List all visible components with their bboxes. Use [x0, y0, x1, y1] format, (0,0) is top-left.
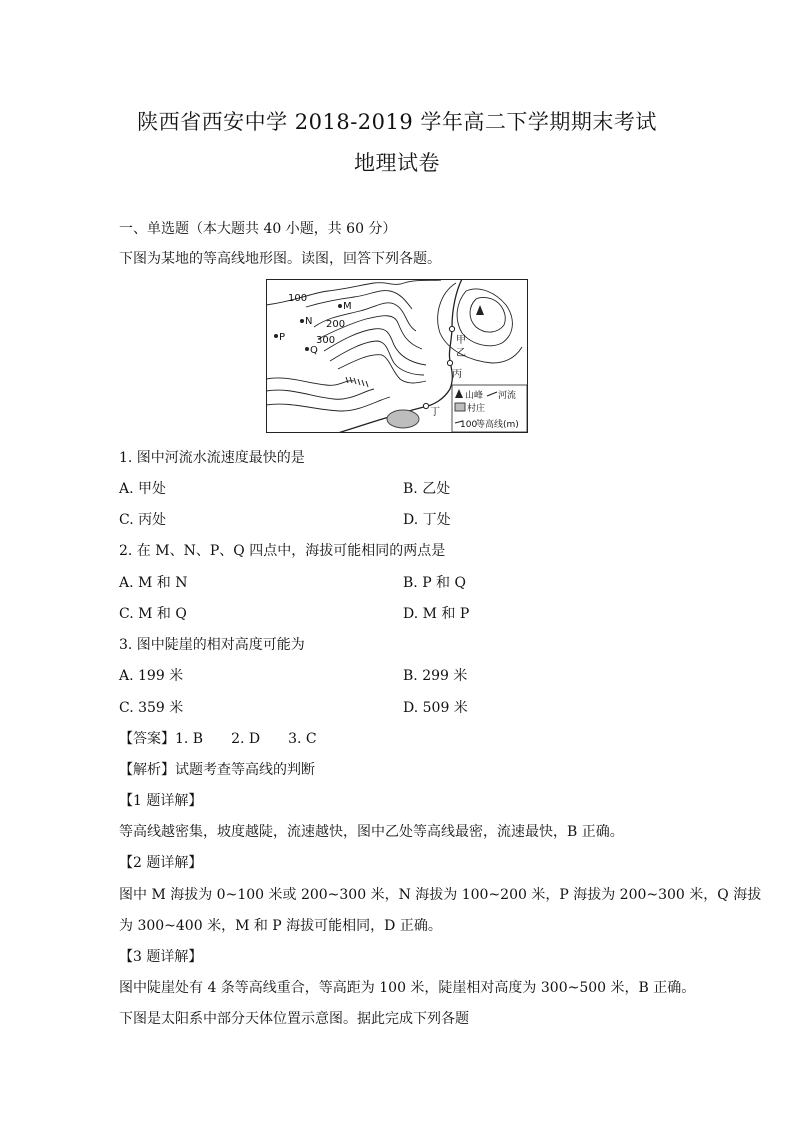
- q3-option-c: C. 359 米: [119, 700, 184, 716]
- point-n-dot: [300, 319, 304, 323]
- question-1: 1. 图中河流水流速度最快的是: [119, 450, 305, 466]
- point-m-dot: [338, 304, 342, 308]
- contour-label-200: 200: [326, 319, 346, 330]
- map-legend: [452, 385, 527, 432]
- document-subtitle: 地理试卷: [354, 151, 440, 175]
- place-ding-marker: [423, 403, 428, 408]
- place-yi-label: 乙: [456, 348, 466, 359]
- point-p-label: P: [279, 332, 286, 343]
- point-m-label: M: [343, 301, 352, 312]
- q2-option-c: C. M 和 Q: [119, 606, 187, 622]
- q3-option-b: B. 299 米: [403, 668, 468, 684]
- document-title: 陕西省西安中学 2018-2019 学年高二下学期期末考试: [137, 110, 657, 134]
- legend-village-icon: [455, 403, 465, 411]
- contour-label-300: 300: [316, 335, 336, 346]
- detail-2-text-line1: 图中 M 海拔为 0~100 米或 200~300 米，N 海拔为 100~200 米，P 海拔为 200~300 米，Q 海拔: [119, 887, 762, 903]
- contour-map-figure: [266, 279, 528, 433]
- q1-option-a: A. 甲处: [119, 481, 167, 497]
- detail-2-text-line2: 为 300~400 米，M 和 P 海拔可能相同，D 正确。: [119, 918, 442, 934]
- detail-3-text: 图中陡崖处有 4 条等高线重合，等高距为 100 米，陡崖相对高度为 300~500 米，B 正确。: [119, 980, 696, 996]
- detail-2-heading: 【2 题详解】: [119, 855, 203, 871]
- point-q-dot: [305, 347, 309, 351]
- contour-map-svg: [266, 279, 528, 433]
- point-q-label: Q: [310, 345, 318, 356]
- detail-3-heading: 【3 题详解】: [119, 949, 203, 965]
- analysis-line: 【解析】试题考查等高线的判断: [119, 762, 315, 778]
- contour-label-100: 100: [288, 293, 308, 304]
- place-bing-marker: [447, 360, 452, 365]
- point-p-dot: [274, 334, 278, 338]
- section-heading: 一、单选题（本大题共 40 小题，共 60 分）: [119, 221, 397, 237]
- legend-river-label: 河流: [498, 391, 517, 401]
- q1-option-c: C. 丙处: [119, 512, 167, 528]
- legend-contour-label: 等高线(m): [476, 420, 519, 430]
- village-shape: [387, 410, 419, 428]
- q3-option-a: A. 199 米: [119, 668, 184, 684]
- question-2: 2. 在 M、N、P、Q 四点中，海拔可能相同的两点是: [119, 543, 446, 559]
- point-n-label: N: [305, 316, 313, 327]
- place-jia-label: 甲: [456, 335, 466, 346]
- place-ding-label: 丁: [430, 407, 440, 418]
- detail-1-text: 等高线越密集，坡度越陡，流速越快，图中乙处等高线最密，流速最快，B 正确。: [119, 824, 624, 840]
- q1-option-b: B. 乙处: [403, 481, 451, 497]
- detail-1-heading: 【1 题详解】: [119, 793, 203, 809]
- q3-option-d: D. 509 米: [403, 700, 468, 716]
- question-intro: 下图为某地的等高线地形图。读图，回答下列各题。: [119, 251, 441, 267]
- legend-contour-value: 100: [460, 420, 478, 430]
- legend-peak-label: 山峰: [465, 391, 484, 401]
- answer-line: 【答案】1. B 2. D 3. C: [119, 731, 317, 747]
- question-3: 3. 图中陡崖的相对高度可能为: [119, 637, 305, 653]
- q2-option-b: B. P 和 Q: [403, 575, 466, 591]
- place-jia-marker: [449, 326, 454, 331]
- legend-village-label: 村庄: [467, 404, 486, 414]
- next-question-intro: 下图是太阳系中部分天体位置示意图。据此完成下列各题: [119, 1011, 469, 1027]
- q2-option-d: D. M 和 P: [403, 606, 470, 622]
- q2-option-a: A. M 和 N: [119, 575, 188, 591]
- q1-option-d: D. 丁处: [403, 512, 451, 528]
- place-bing-label: 丙: [452, 369, 462, 380]
